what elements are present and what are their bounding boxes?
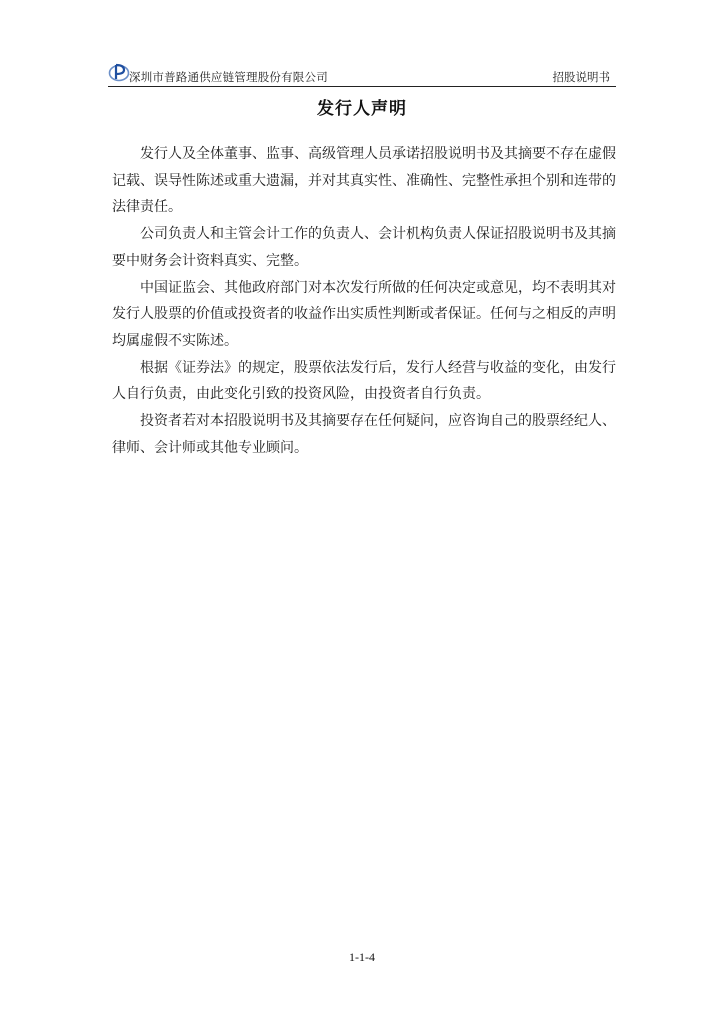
company-name: 深圳市普路通供应链管理股份有限公司	[129, 70, 328, 84]
company-logo-icon	[108, 62, 130, 82]
page-header	[108, 62, 616, 87]
paragraph-5: 投资者若对本招股说明书及其摘要存在任何疑问，应咨询自己的股票经纪人、律师、会计师或其他专业顾问。	[112, 413, 616, 456]
paragraph-1: 发行人及全体董事、监事、高级管理人员承诺招股说明书及其摘要不存在虚假记载、误导性陈述或重大遗漏，并对其真实性、准确性、完整性承担个别和连带的法律责任。	[112, 146, 616, 216]
declaration-body	[112, 141, 616, 461]
paragraph-4: 根据《证券法》的规定，股票依法发行后，发行人经营与收益的变化，由发行人自行负责，由此变化引致的投资风险，由投资者自行负责。	[112, 359, 616, 403]
paragraph-2: 公司负责人和主管会计工作的负责人、会计机构负责人保证招股说明书及其摘要中财务会计资料真实、完整。	[112, 226, 616, 269]
paragraph-3: 中国证监会、其他政府部门对本次发行所做的任何决定或意见，均不表明其对发行人股票的价值或投资者的收益作出实质性判断或者保证。任何与之相反的声明均属虚假不实陈述。	[112, 279, 616, 349]
page-number: 1-1-4	[349, 950, 375, 964]
document-type: 招股说明书	[552, 70, 610, 84]
page-title: 发行人声明	[317, 99, 407, 119]
